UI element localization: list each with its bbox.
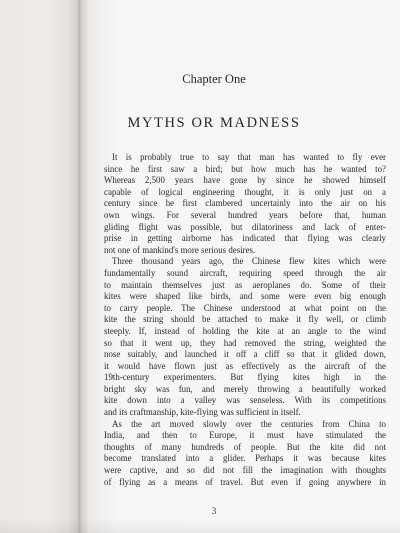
text-line: prise in getting airborne has indicated that flying was clearly [104, 233, 386, 244]
text-line: since he first saw a bird; but how much has he wanted to? [104, 163, 386, 174]
text-line: not one of mankind's more serious desires. [104, 244, 256, 255]
body-text [104, 152, 386, 488]
page-shadow [0, 519, 400, 533]
text-line: thoughts of many hundreds of people. But the kite did not [104, 441, 386, 452]
text-line: own wings. For several hundred years before that, human [104, 209, 386, 220]
text-line: kites were shaped like birds, and some were even big enough [104, 291, 386, 302]
text-line: it would have flown just as effectively as the aircraft of the [104, 360, 386, 371]
text-line: 19th-century experimenters. But flying kites high in the [104, 372, 386, 383]
page-number: 3 [211, 506, 217, 516]
text-line: gliding flight was possible, but dilatoriness and lack of enter- [104, 221, 386, 232]
text-line: kite the string should be attached to make it fly well, or climb [104, 314, 386, 325]
text-line: nose suitably, and launched it off a cliff so that it glided down, [104, 349, 386, 360]
text-line: become translated into a glider. Perhaps it was because kites [104, 453, 386, 464]
text-line: steeply. If, instead of holding the kite at an angle to the wind [104, 325, 386, 336]
text-line: Whereas 2,500 years have gone by since he showed himself [104, 175, 386, 186]
text-line: fundamentally sound aircraft, requiring speed through the air [104, 267, 386, 278]
text-line: bright sky was fun, and merely throwing a beautifully worked [104, 383, 386, 394]
text-line: kite down into a valley was senseless. With its competitions [104, 395, 386, 406]
text-line: As the art moved slowly over the centuries from China to [112, 418, 386, 429]
chapter-title: MYTHS OR MADNESS [127, 115, 301, 131]
text-line: so that it went up, they had removed the string, weighted the [104, 337, 386, 348]
text-line: to maintain themselves just as aeroplanes do. Some of their [104, 279, 386, 290]
text-line: of flying as a means of travel. But even if going anywhere in [104, 476, 386, 487]
text-line: and its craftmanship, kite-flying was sufficient in itself. [104, 407, 301, 418]
chapter-label: Chapter One [182, 72, 246, 86]
text-line: capable of logical engineering thought, it is only just on a [104, 186, 386, 197]
text-line: India, and then to Europe, it must have stimulated the [104, 430, 386, 441]
text-line: It is probably true to say that man has wanted to fly ever [112, 152, 386, 162]
text-line: Three thousand years ago, the Chinese flew kites which were [112, 256, 386, 267]
text-line: century since he first clambered uncertainly into the air on his [104, 198, 386, 209]
text-line: were captive, and so did not fill the imagination with thoughts [104, 465, 386, 476]
text-line: to carry people. The Chinese understood at what point on the [104, 302, 386, 313]
